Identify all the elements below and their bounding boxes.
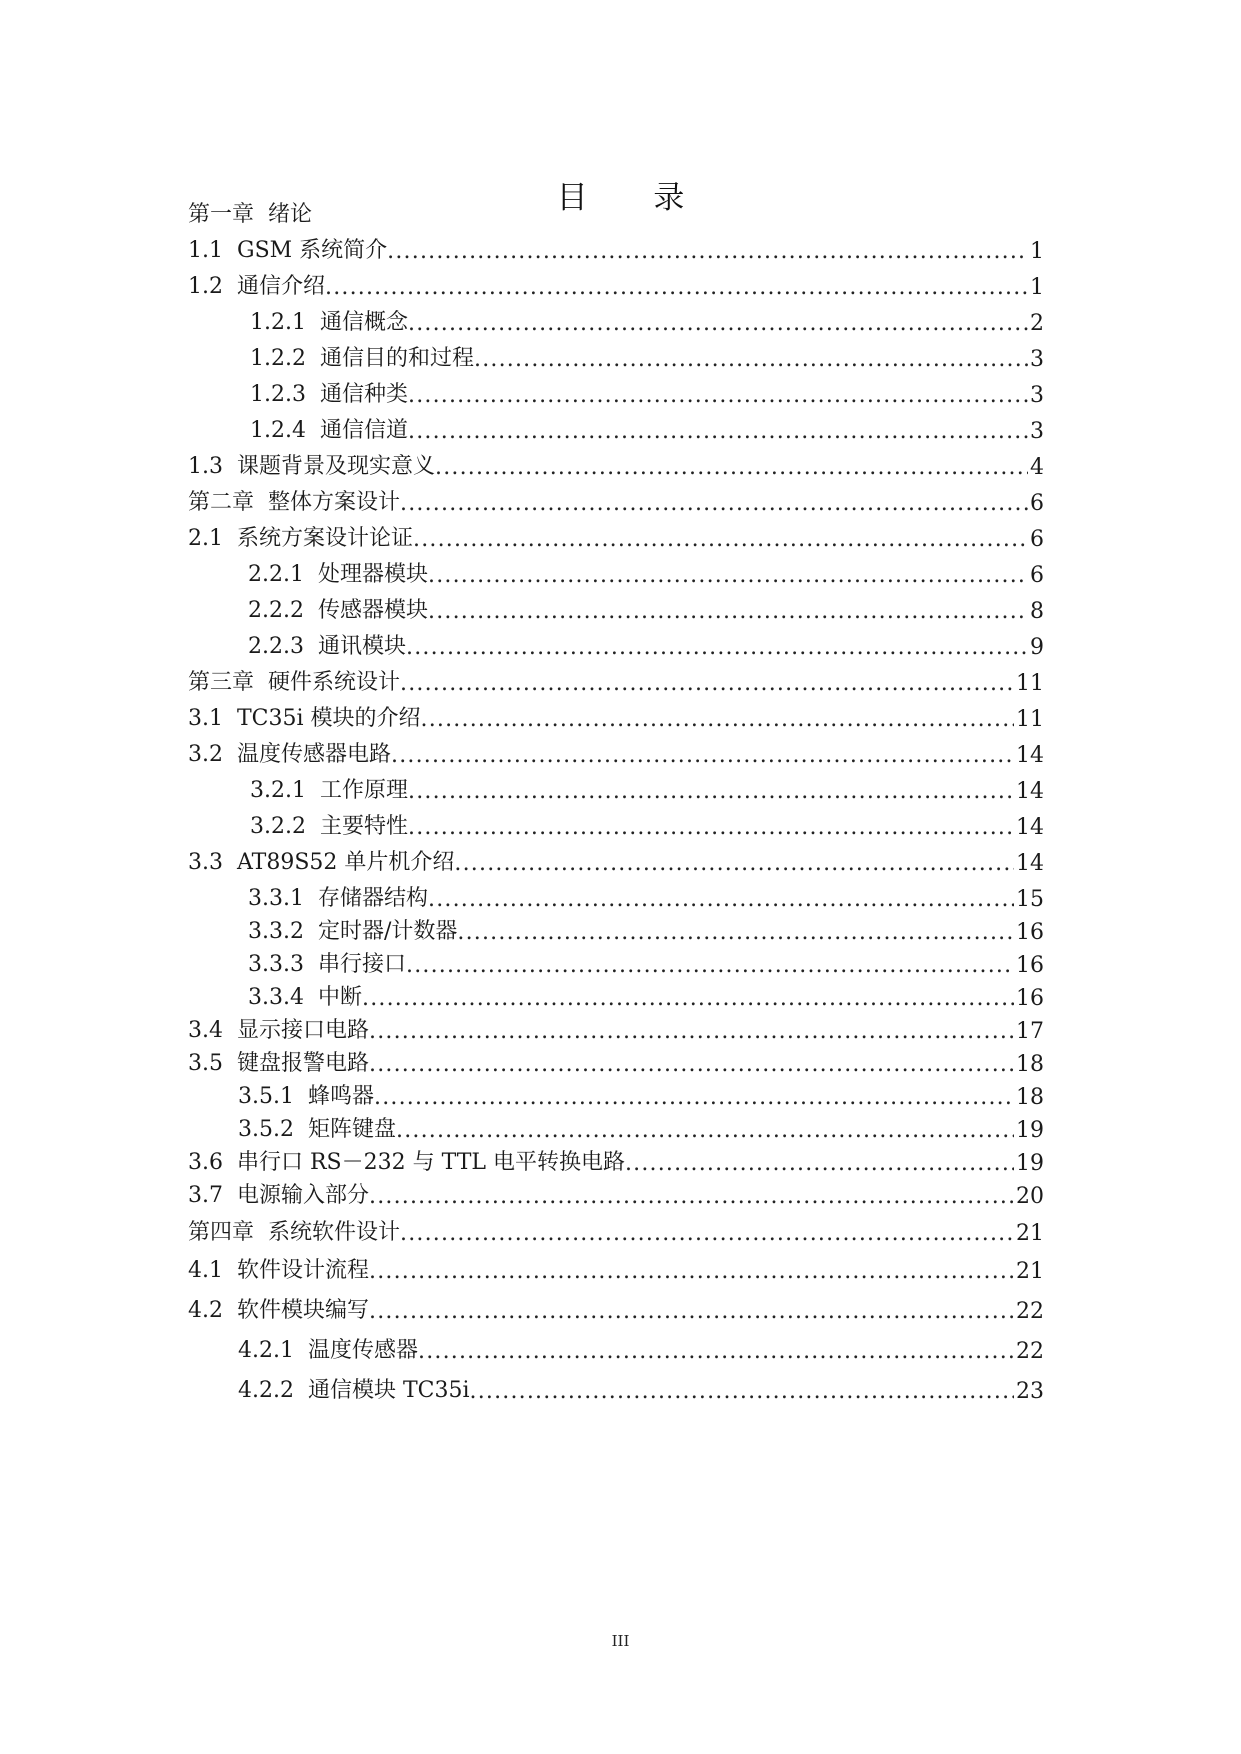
dot-leader (406, 635, 1028, 660)
toc-entry[interactable]: 4.2.1 温度传感器 ..... 22 (238, 1330, 1044, 1364)
toc-entry[interactable]: 第一章 绪论 (188, 202, 313, 227)
page-number: 4 (1030, 455, 1044, 480)
toc-entry[interactable]: 3.2.2 主要特性 ..... 14 (250, 806, 1044, 840)
toc-entry[interactable]: 3.2.1 工作原理 ..... 14 (250, 770, 1044, 804)
page-number: 14 (1016, 815, 1044, 840)
dot-leader (408, 779, 1014, 804)
toc-entry[interactable]: 3.1 TC35i 模块的介绍 ..... 11 (188, 698, 1044, 732)
page-number: 14 (1016, 851, 1044, 876)
dot-leader (362, 986, 1014, 1011)
page-number: 11 (1016, 707, 1044, 732)
toc-entry[interactable]: 3.2 温度传感器电路 ..... 14 (188, 734, 1044, 768)
page-number: 16 (1016, 953, 1044, 978)
toc-entry[interactable]: 2.2.2 传感器模块 ..... 8 (248, 590, 1044, 624)
page-number: 11 (1016, 671, 1044, 696)
dot-leader (400, 1221, 1014, 1246)
toc-entry[interactable]: 3.4 显示接口电路 ..... 17 (188, 1010, 1044, 1044)
page-number: 9 (1030, 635, 1044, 660)
page-number: 20 (1016, 1184, 1044, 1209)
dot-leader (408, 311, 1028, 336)
page-number: 22 (1016, 1339, 1044, 1364)
toc-entry[interactable]: 3.3 AT89S52 单片机介绍 ..... 14 (188, 842, 1044, 876)
dot-leader (374, 1085, 1014, 1110)
toc-entry[interactable]: 1.2.4 通信信道 ..... 3 (250, 410, 1044, 444)
toc-entry[interactable]: 1.2 通信介绍 ..... 1 (188, 266, 1044, 300)
toc-entry[interactable]: 2.2.3 通讯模块 ..... 9 (248, 626, 1044, 660)
dot-leader (418, 1339, 1014, 1364)
dot-leader (408, 815, 1014, 840)
dot-leader (474, 347, 1028, 372)
dot-leader (421, 707, 1014, 732)
page-number: 1 (1030, 275, 1044, 300)
toc-title: 目 录 (556, 180, 713, 216)
page-number: 14 (1016, 779, 1044, 804)
dot-leader (470, 1379, 1014, 1404)
toc-entry[interactable]: 1.1 GSM 系统简介 ..... 1 (188, 230, 1044, 264)
dot-leader (369, 1019, 1014, 1044)
toc-entry[interactable]: 3.7 电源输入部分 ..... 20 (188, 1175, 1044, 1209)
dot-leader (387, 239, 1028, 264)
toc-entry[interactable]: 4.2 软件模块编写 ..... 22 (188, 1290, 1044, 1324)
dot-leader (457, 920, 1014, 945)
dot-leader (428, 563, 1028, 588)
toc-entry[interactable]: 4.1 软件设计流程 ..... 21 (188, 1250, 1044, 1284)
toc-entry[interactable]: 3.3.2 定时器/计数器 ..... 16 (248, 911, 1044, 945)
toc-entry[interactable]: 3.3.3 串行接口 ..... 16 (248, 944, 1044, 978)
toc-entry[interactable]: 3.5.1 蜂鸣器 ..... 18 (238, 1076, 1044, 1110)
toc-entry[interactable]: 3.5.2 矩阵键盘 ..... 19 (238, 1109, 1044, 1143)
dot-leader (625, 1151, 1014, 1176)
dot-leader (369, 1259, 1014, 1284)
page-number: 1 (1030, 239, 1044, 264)
dot-leader (396, 1118, 1014, 1143)
page-number: 6 (1030, 491, 1044, 516)
toc-entry[interactable]: 3.3.1 存储器结构 ..... 15 (248, 878, 1044, 912)
dot-leader (400, 671, 1014, 696)
page-footer-number: III (611, 1632, 630, 1650)
dot-leader (408, 383, 1028, 408)
dot-leader (369, 1052, 1014, 1077)
toc-entry[interactable]: 1.3 课题背景及现实意义 ..... 4 (188, 446, 1044, 480)
page-number: 19 (1016, 1118, 1044, 1143)
toc-entry[interactable]: 第三章 硬件系统设计 ..... 11 (188, 662, 1044, 696)
page-number: 21 (1016, 1259, 1044, 1284)
page-number: 15 (1016, 887, 1044, 912)
page-number: 16 (1016, 920, 1044, 945)
page-number: 22 (1016, 1299, 1044, 1324)
page-number: 6 (1030, 527, 1044, 552)
dot-leader (435, 455, 1028, 480)
toc-entry[interactable]: 2.1 系统方案设计论证 ..... 6 (188, 518, 1044, 552)
page-number: 3 (1030, 347, 1044, 372)
toc-entry[interactable]: 第二章 整体方案设计 ..... 6 (188, 482, 1044, 516)
toc-entry[interactable]: 第四章 系统软件设计 ..... 21 (188, 1212, 1044, 1246)
page-number: 18 (1016, 1052, 1044, 1077)
dot-leader (369, 1299, 1014, 1324)
dot-leader (391, 743, 1014, 768)
dot-leader (325, 275, 1028, 300)
toc-entry[interactable]: 1.2.2 通信目的和过程 ..... 3 (250, 338, 1044, 372)
dot-leader (406, 953, 1014, 978)
dot-leader (413, 527, 1028, 552)
dot-leader (454, 851, 1014, 876)
dot-leader (428, 887, 1014, 912)
page-number: 3 (1030, 383, 1044, 408)
page-number: 17 (1016, 1019, 1044, 1044)
toc-entry[interactable]: 1.2.1 通信概念 ..... 2 (250, 302, 1044, 336)
toc-entry[interactable]: 3.5 键盘报警电路 ..... 18 (188, 1043, 1044, 1077)
page-number: 3 (1030, 419, 1044, 444)
dot-leader (408, 419, 1028, 444)
dot-leader (369, 1184, 1014, 1209)
toc-entry[interactable]: 1.2.3 通信种类 ..... 3 (250, 374, 1044, 408)
page-number: 14 (1016, 743, 1044, 768)
toc-entry[interactable]: 3.6 串行口 RS－232 与 TTL 电平转换电路 ..... 19 (188, 1142, 1044, 1176)
toc-entry[interactable]: 2.2.1 处理器模块 ..... 6 (248, 554, 1044, 588)
page-number: 8 (1030, 599, 1044, 624)
page-number: 16 (1016, 986, 1044, 1011)
page-number: 18 (1016, 1085, 1044, 1110)
page-number: 23 (1016, 1379, 1044, 1404)
toc-entry[interactable]: 3.3.4 中断 ..... 16 (248, 977, 1044, 1011)
dot-leader (400, 491, 1028, 516)
page-number: 19 (1016, 1151, 1044, 1176)
page-number: 2 (1030, 311, 1044, 336)
dot-leader (428, 599, 1028, 624)
page-number: 6 (1030, 563, 1044, 588)
page-number: 21 (1016, 1221, 1044, 1246)
toc-entry[interactable]: 4.2.2 通信模块 TC35i ..... 23 (238, 1370, 1044, 1404)
